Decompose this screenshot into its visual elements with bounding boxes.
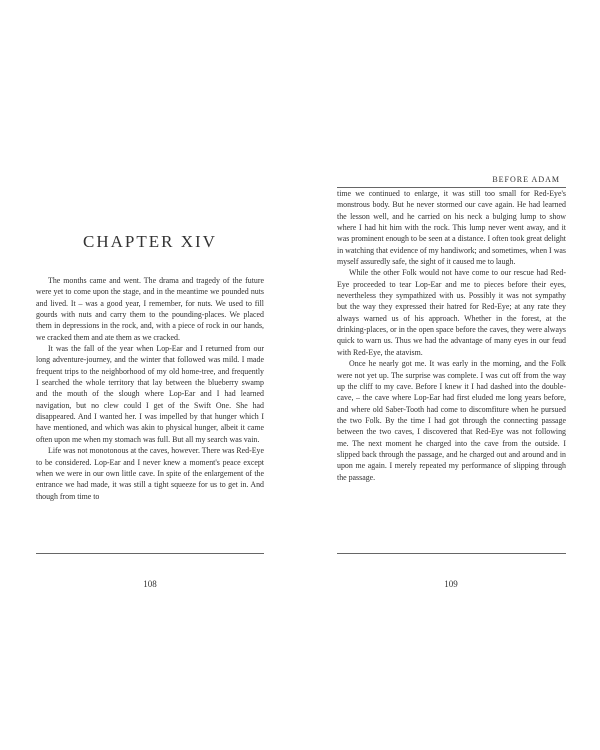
chapter-title: CHAPTER XIV xyxy=(83,232,217,251)
left-page-body xyxy=(36,275,264,502)
paragraph: Life was not monotonous at the caves, however. There was Red-Eye to be considered. Lop-Ear and I never knew a moment's peace except when we were in our own little cave. In spite of the enlargement of the entrance we had made, it was still a tight squeeze for us to get in. And though from time to xyxy=(36,446,264,501)
running-head: BEFORE ADAM xyxy=(492,175,560,184)
paragraph: While the other Folk would not have come to our rescue had Red-Eye proceeded to tear Lop-Ear and me to pieces before their eyes, nevertheless they sympathized with us. Possibly it was not sympathy but the way they expressed their hatred for Red-Eye; at any rate they always warned us of his approach. Whether in the forest, at the drinking-places, or in the open space before the caves, they were always quick to warn us. Thus we had the advantage of many eyes in our feud with Red-Eye, the atavism. xyxy=(337,268,566,357)
paragraph: time we continued to enlarge, it was still too small for Red-Eye's monstrous body. But he never stormed our cave again. He had learned the lesson well, and he carried on his neck a bulging lump to show where I had hit him with the rock. This lump never went away, and it was prominent enough to be seen at a distance. I often took great delight in watching that evidence of my handiwork; and sometimes, when I was myself assuredly safe, the sight of it caused me to laugh. xyxy=(337,189,566,267)
page-number-right: 109 xyxy=(444,579,458,589)
paragraph: It was the fall of the year when Lop-Ear and I returned from our long adventure-journey, and the winter that followed was mild. I made frequent trips to the neighborhood of my old home-tree, and frequently I searched the whole territory that lay between the blueberry swamp and the mouth of the slough where Lop-Ear and I had learned navigation, but no clew could I get of the Swift One. She had disappeared. And I wanted her. I was impelled by that hunger which I have mentioned, and which was akin to physical hunger, albeit it came often upon me when my stomach was full. But all my search was vain. xyxy=(36,344,264,444)
page-number-left: 108 xyxy=(143,579,157,589)
footer-rule-right xyxy=(337,553,566,554)
right-page-body xyxy=(337,188,566,483)
footer-rule-left xyxy=(36,553,264,554)
paragraph: Once he nearly got me. It was early in the morning, and the Folk were not yet up. The surprise was complete. I was cut off from the way up the cliff to my cave. Before I knew it I had dashed into the double-cave, – the cave where Lop-Ear had first eluded me long years before, and where old Saber-Tooth had come to discomfiture when he pursued the two Folk. By the time I had got through the connecting passage between the two caves, I discovered that Red-Eye was not following me. The next moment he charged into the cave from the outside. I slipped back through the passage, and he charged out and around and in upon me again. I merely repeated my performance of slipping through the passage. xyxy=(337,359,566,482)
paragraph: The months came and went. The drama and tragedy of the future were yet to come upon the stage, and in the meantime we pounded nuts and lived. It – was a good year, I remember, for nuts. We used to fill gourds with nuts and carry them to the pounding-places. We placed them in depressions in the rock, and, with a piece of rock in our hands, we cracked them and ate them as we cracked. xyxy=(36,276,264,342)
